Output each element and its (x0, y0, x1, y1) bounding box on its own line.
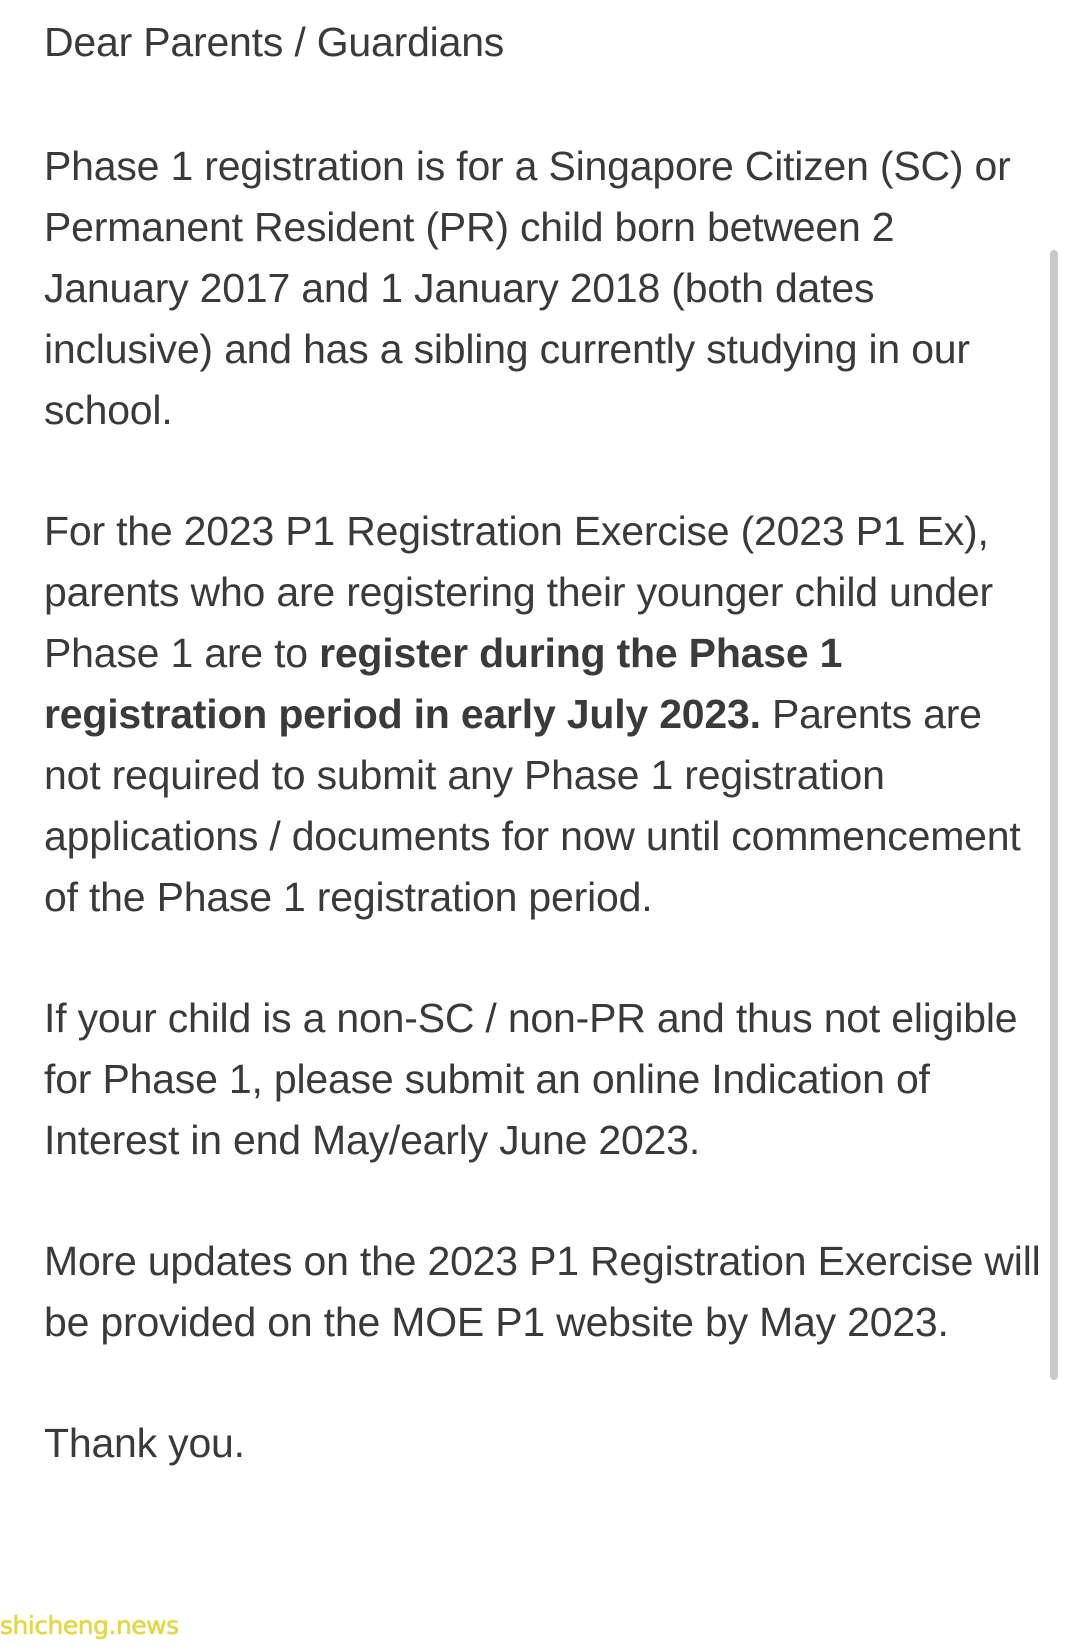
salutation: Dear Parents / Guardians (44, 19, 505, 65)
watermark: shicheng.news (0, 1611, 179, 1640)
registration-period-emphasis: register during the Phase 1 registration period in early July 2023. (44, 630, 843, 737)
scrollbar[interactable] (1050, 250, 1058, 1380)
letter-body (44, 12, 1044, 1534)
registration-text-start: For the 2023 P1 Registration Exercise (2023 P1 Ex), parents who are registering their younger child under Phase 1 are to (44, 508, 993, 676)
closing: Thank you. (44, 1420, 245, 1466)
registration-paragraph (44, 501, 1044, 928)
eligibility-paragraph: Phase 1 registration is for a Singapore Citizen (SC) or Permanent Resident (PR) child born between 2 January 2017 and 1 January 2018 (both dates inclusive) and has a sibling currently studying in our school. (44, 143, 1011, 433)
registration-text-end: Parents are not required to submit any Phase 1 registration applications / documents for now until commencement of the Phase 1 registration period. (44, 691, 1021, 920)
updates-paragraph: More updates on the 2023 P1 Registration Exercise will be provided on the MOE P1 website by May 2023. (44, 1238, 1041, 1345)
non-sc-paragraph: If your child is a non-SC / non-PR and thus not eligible for Phase 1, please submit an online Indication of Interest in end May/early June 2023. (44, 995, 1018, 1163)
